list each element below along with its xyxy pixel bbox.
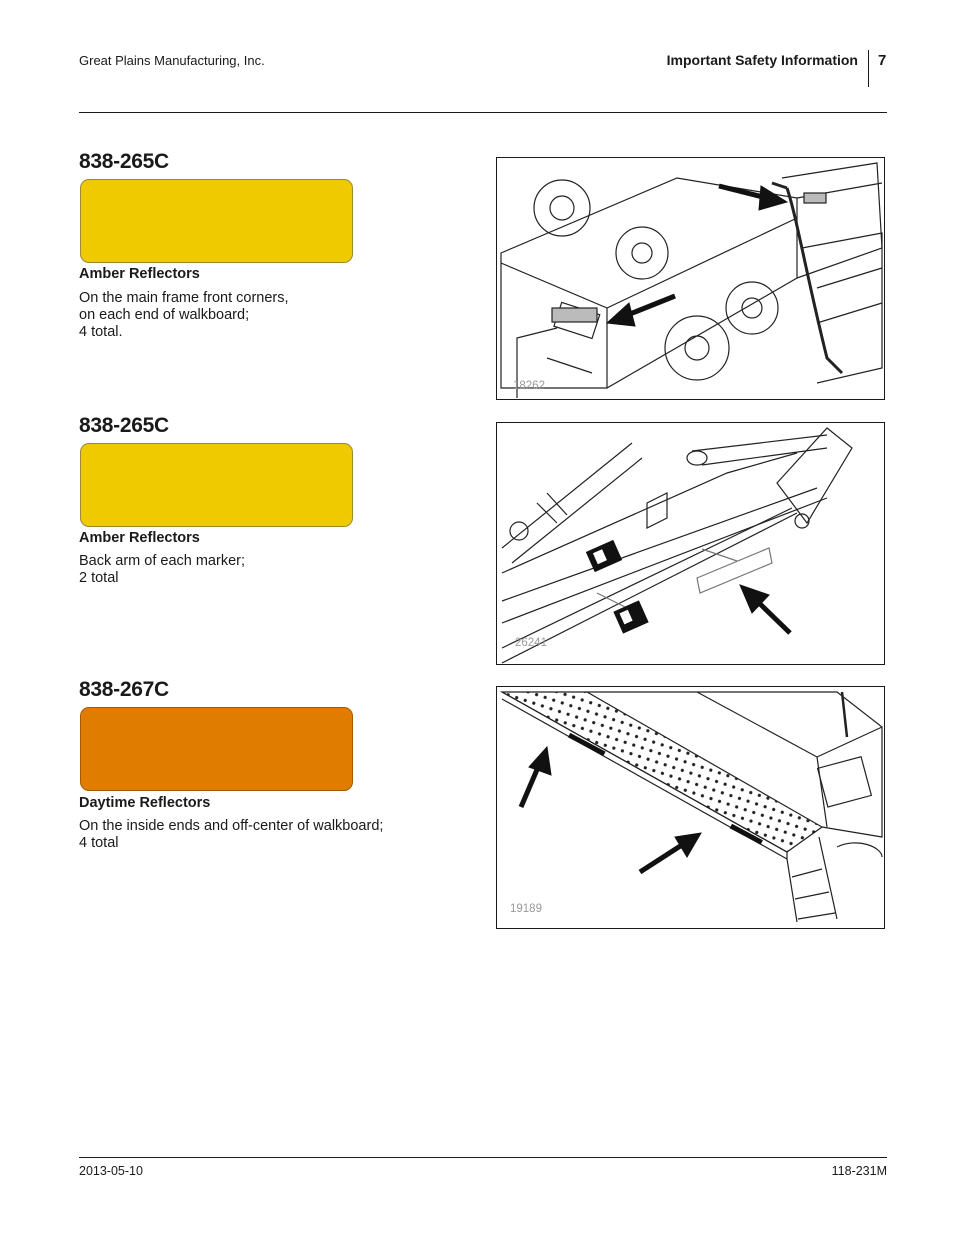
part-number-1: 838-265C	[79, 150, 169, 173]
placement-text-3	[79, 818, 459, 852]
daytime-reflector-swatch	[80, 707, 353, 791]
footer-rule	[79, 1157, 887, 1158]
amber-reflector-swatch-1	[80, 179, 353, 263]
marker-arm-illustration	[497, 423, 885, 665]
figure-walkboard	[496, 686, 885, 929]
figure-marker-arm	[496, 422, 885, 665]
reflector-type-3: Daytime Reflectors	[79, 795, 211, 811]
amber-reflector-swatch-2	[80, 443, 353, 527]
figure-number-1: 18262	[513, 380, 545, 392]
placement-line: Back arm of each marker;	[79, 553, 245, 569]
placement-line: On the inside ends and off-center of walkboard;	[79, 818, 384, 834]
placement-line: 4 total.	[79, 324, 123, 340]
placement-line: 2 total	[79, 570, 119, 586]
section-title: Important Safety Information	[666, 52, 858, 68]
placement-text-1	[79, 290, 459, 341]
figure-number-3: 19189	[510, 903, 542, 915]
walkboard-illustration	[497, 687, 885, 929]
header-divider	[868, 50, 869, 87]
header-rule	[79, 112, 887, 113]
main-frame-illustration	[497, 158, 885, 400]
manual-number: 118-231M	[831, 1164, 887, 1178]
part-number-3: 838-267C	[79, 678, 169, 701]
reflector-type-2: Amber Reflectors	[79, 530, 200, 546]
placement-text-2	[79, 553, 459, 587]
company-name: Great Plains Manufacturing, Inc.	[79, 53, 265, 68]
placement-line: 4 total	[79, 835, 119, 851]
publication-date: 2013-05-10	[79, 1164, 143, 1178]
page-number: 7	[878, 52, 887, 69]
part-number-2: 838-265C	[79, 414, 169, 437]
placement-line: on each end of walkboard;	[79, 307, 250, 323]
figure-number-2: 26241	[515, 637, 547, 649]
figure-main-frame	[496, 157, 885, 400]
reflector-type-1: Amber Reflectors	[79, 266, 200, 282]
placement-line: On the main frame front corners,	[79, 290, 289, 306]
